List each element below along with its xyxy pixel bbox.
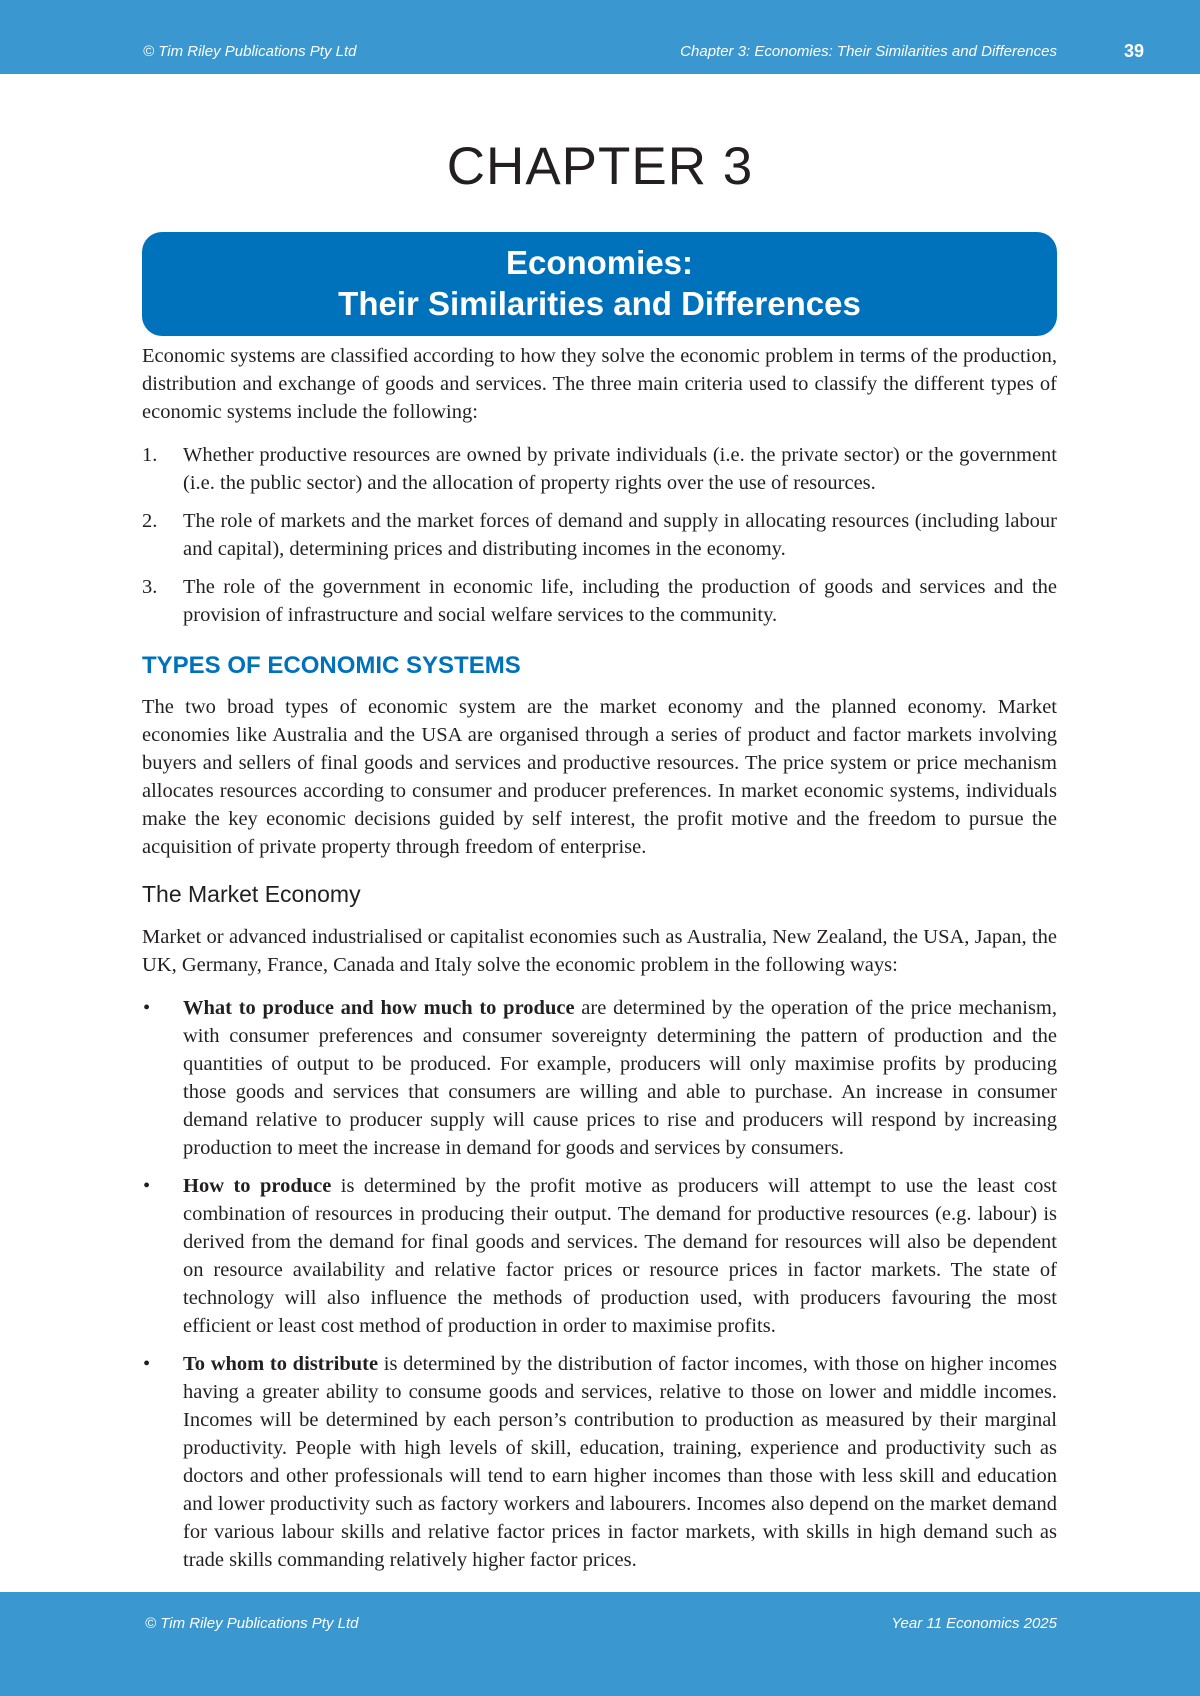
criteria-number: 1. xyxy=(142,444,158,466)
criteria-list xyxy=(142,441,1057,629)
criteria-text: The role of markets and the market forces of demand and supply in allocating resources (including labour and capital), determining prices and distributing incomes in the economy. xyxy=(183,510,1057,560)
footer-copyright: © Tim Riley Publications Pty Ltd xyxy=(145,1615,359,1632)
bullet-text: is determined by the distribution of factor incomes, with those on higher incomes having a greater ability to consume goods and services, relative to those on lower and middle incomes. Incomes will be determined by each person’s contribution to production as measured by their marginal productivity. People with high levels of skill, education, training, experience and productivity such as doctors and other professionals will tend to earn higher incomes than those with less skill and education and lower productivity such as factory workers and labourers. Incomes also depend on the market demand for various labour skills and relative factor prices in factor markets, with skills in high demand such as trade skills commanding relatively higher factor prices. xyxy=(183,1353,1057,1571)
criteria-item xyxy=(142,507,1057,563)
page-footer xyxy=(0,1592,1200,1696)
market-bullet-list xyxy=(142,994,1057,1574)
criteria-text: Whether productive resources are owned by private individuals (i.e. the private sector) or the government (i.e. the public sector) and the allocation of property rights over the use of resources. xyxy=(183,444,1057,494)
criteria-text: The role of the government in economic life, including the production of goods and services and the provision of infrastructure and social welfare services to the community. xyxy=(183,576,1057,626)
criteria-number: 3. xyxy=(142,576,158,598)
chapter-heading: CHAPTER 3 xyxy=(446,137,754,196)
page-number: 39 xyxy=(1123,41,1144,61)
chapter-title-box xyxy=(142,232,1057,336)
bullet-lead: How to produce xyxy=(183,1175,332,1197)
main-content xyxy=(142,342,1057,1590)
market-paragraph: Market or advanced industrialised or capitalist economies such as Australia, New Zealand, the USA, Japan, the UK, Germany, France, Canada and Italy solve the economic problem in the following ways: xyxy=(142,926,1057,976)
list-item xyxy=(142,1172,1057,1340)
chapter-title-line2: Their Similarities and Differences xyxy=(338,285,861,322)
intro-paragraph: Economic systems are classified according to how they solve the economic problem in terms of the production, distribution and exchange of goods and services. The three main criteria used to classify the different types of economic systems include the following: xyxy=(142,345,1057,423)
bullet-text: are determined by the operation of the price mechanism, with consumer preferences and consumer sovereignty determining the pattern of production and the quantities of output to be produced. For example, producers will only maximise profits by producing those goods and services that consumers are willing and able to purchase. An increase in consumer demand relative to producer supply will cause prices to rise and producers will respond by increasing production to meet the increase in demand for goods and services by consumers. xyxy=(183,997,1057,1159)
bullet-icon: • xyxy=(143,1353,151,1375)
list-item xyxy=(142,994,1057,1162)
section-paragraph: The two broad types of economic system are the market economy and the planned economy. Market economies like Australia and the USA are organised through a series of product and factor markets involving buyers and sellers of final goods and services and productive resources. The price system or price mechanism allocates resources according to consumer and producer preferences. In market economic systems, individuals make the key economic decisions guided by self interest, the profit motive and the freedom to pursue the acquisition of private property through freedom of enterprise. xyxy=(142,696,1057,858)
page-header xyxy=(0,0,1200,74)
chapter-title-line1: Economies: xyxy=(505,244,694,281)
header-chapter-title: Chapter 3: Economies: Their Similarities and Differences xyxy=(680,43,1057,60)
criteria-number: 2. xyxy=(142,510,158,532)
bullet-icon: • xyxy=(143,997,151,1019)
header-copyright: © Tim Riley Publications Pty Ltd xyxy=(143,43,357,60)
bullet-text: is determined by the profit motive as producers will attempt to use the least cost combination of resources in producing their output. The demand for productive resources (e.g. labour) is derived from the demand for final goods and services. The demand for resources will also be dependent on resource availability and relative factor prices or resource prices in factor markets. The state of technology will also influence the methods of production used, with producers favouring the most efficient or least cost method of production in order to maximise profits. xyxy=(183,1175,1057,1337)
criteria-item xyxy=(142,441,1057,497)
section-heading: TYPES OF ECONOMIC SYSTEMS xyxy=(142,652,521,679)
footer-edition: Year 11 Economics 2025 xyxy=(891,1615,1057,1632)
criteria-item xyxy=(142,573,1057,629)
bullet-lead: To whom to distribute xyxy=(183,1353,379,1375)
list-item xyxy=(142,1350,1057,1574)
subheading: The Market Economy xyxy=(142,881,361,907)
bullet-icon: • xyxy=(143,1175,151,1197)
bullet-lead: What to produce and how much to produce xyxy=(183,997,575,1019)
